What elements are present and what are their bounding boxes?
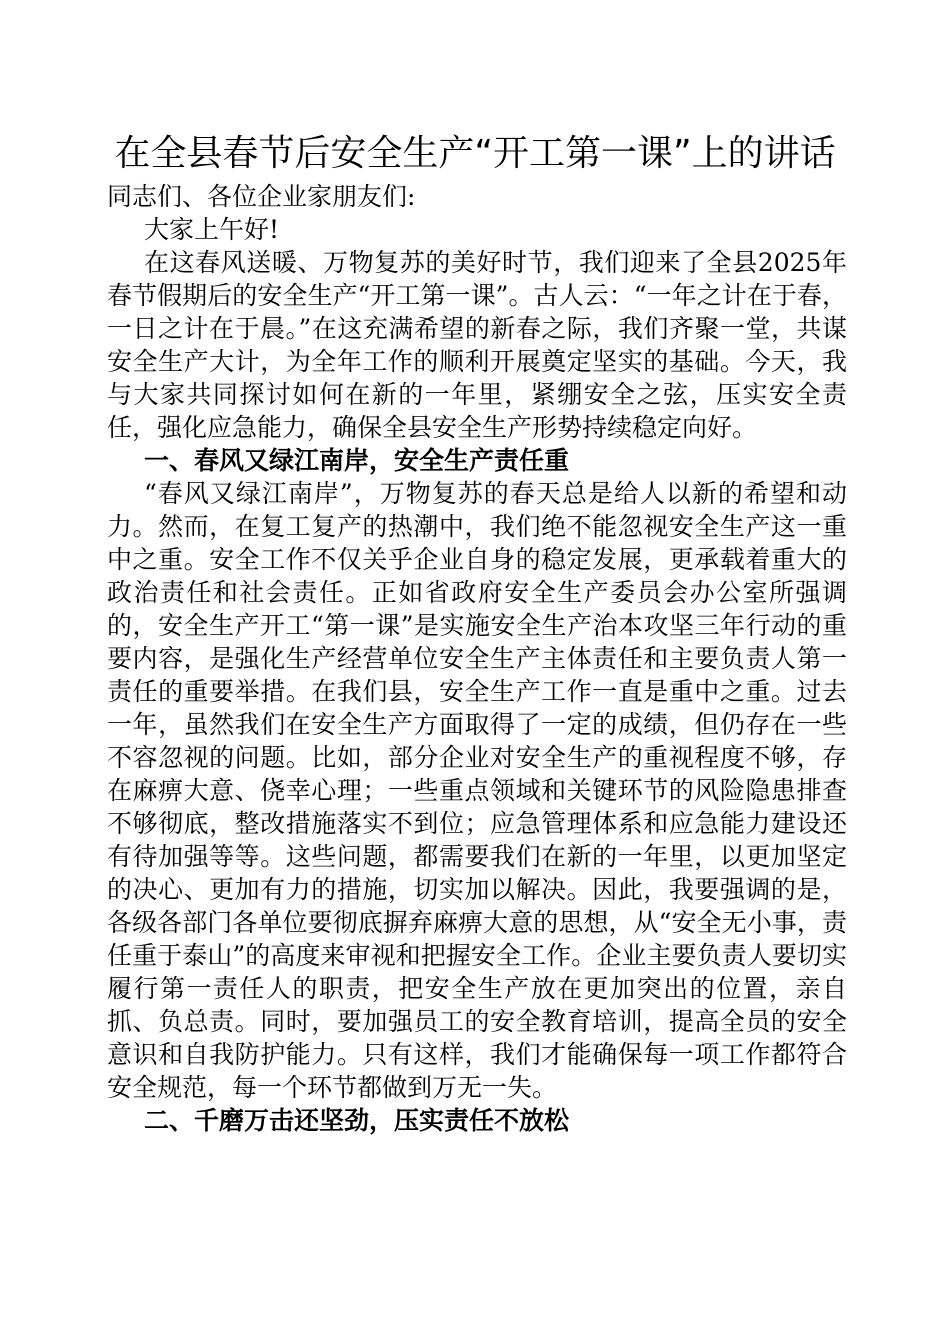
salutation: 同志们、各位企业家朋友们: [107, 182, 416, 211]
greeting: 大家上午好! [144, 215, 280, 244]
section-1-paragraph: “春风又绿江南岸”，万物复苏的春天总是给人以新的希望和动力。然而，在复工复产的热潮中，我们绝不能忽视安全生产这一重中之重。安全工作不仅关乎企业自身的稳定发展，更承载着重大的政治责任和社会责任。正如省政府安全生产委员会办公室所强调的，安全生产开工“第一课”是实施安全生产治本攻坚三年行动的重要内容，是强化生产经营单位安全生产主体责任和主要负责人第一责任的重要举措。在我们县，安全生产工作一直是重中之重。过去一年，虽然我们在安全生产方面取得了一定的成绩，但仍存在一些不容忽视的问题。比如，部分企业对安全生产的重视程度不够，存在麻痹大意、侥幸心理；一些重点领域和关键环节的风险隐患排查不够彻底，整改措施落实不到位；应急管理体系和应急能力建设还有待加强等等。这些问题，都需要我们在新的一年里，以更加坚定的决心、更加有力的措施，切实加以解决。因此，我要强调的是，各级各部门各单位要彻底摒弃麻痹大意的思想，从“安全无小事，责任重于泰山”的高度来审视和把握安全工作。企业主要负责人要切实履行第一责任人的职责，把安全生产放在更加突出的位置，亲自抓、负总责。同时，要加强员工的安全教育培训，提高全员的安全意识和自我防护能力。只有这样，我们才能确保每一项工作都符合安全规范，每一个环节都做到万无一失。 [107, 479, 847, 1102]
document-title: 在全县春节后安全生产“开工第一课”上的讲话 [114, 133, 836, 174]
section-heading-1: 一、春风又绿江南岸，安全生产责任重 [144, 446, 570, 475]
intro-paragraph: 在这春风送暖、万物复苏的美好时节，我们迎来了全县2025年春节假期后的安全生产“开工第一课”。古人云：“一年之计在于春，一日之计在于晨。”在这充满希望的新春之际，我们齐聚一堂，共谋安全生产大计，为全年工作的顺利开展奠定坚实的基础。今天，我与大家共同探讨如何在新的一年里，紧绷安全之弦，压实安全责任，强化应急能力，确保全县安全生产形势持续稳定向好。 [107, 248, 847, 442]
section-heading-2: 二、千磨万击还坚劲，压实责任不放松 [144, 1106, 570, 1135]
document-body [107, 180, 847, 1137]
